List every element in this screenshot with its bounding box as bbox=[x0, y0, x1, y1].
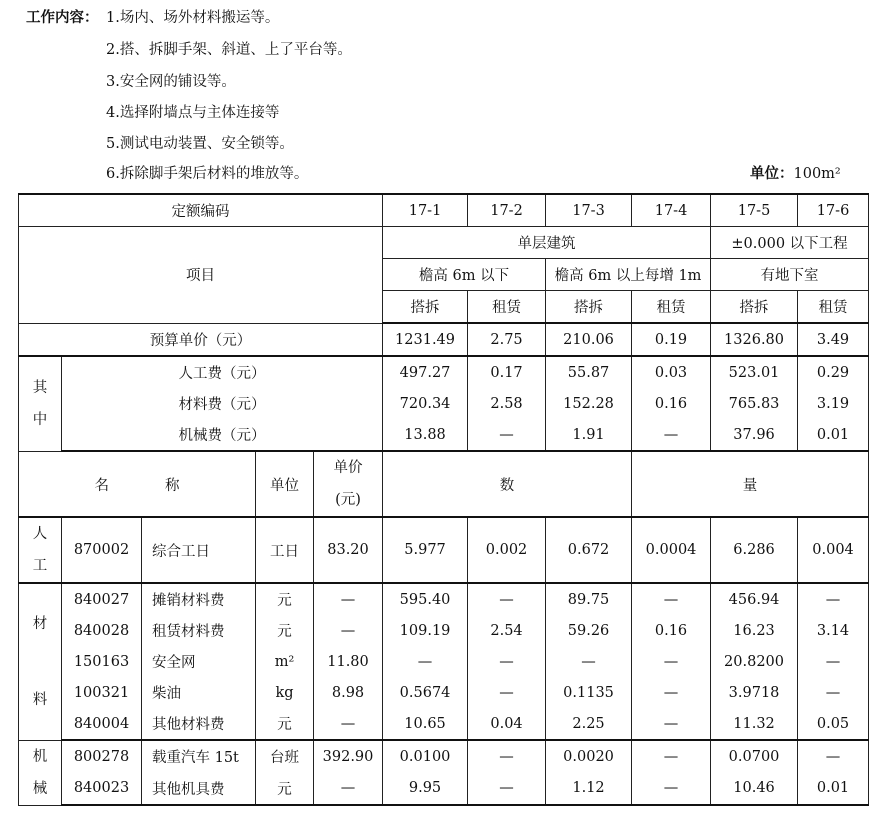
among-item-label: 人工费（元） bbox=[62, 356, 383, 388]
op-rent: 租赁 bbox=[468, 291, 546, 324]
value-cell: 55.87 bbox=[546, 356, 632, 388]
value-cell: 0.01 bbox=[798, 773, 869, 806]
value-cell: — bbox=[468, 646, 546, 677]
value-cell: 456.94 bbox=[711, 583, 798, 615]
value-cell: 3.19 bbox=[798, 388, 869, 419]
code-header: 定额编码 bbox=[19, 194, 383, 227]
resource-code: 150163 bbox=[62, 646, 142, 677]
value-cell: 37.96 bbox=[711, 419, 798, 451]
resource-unit: 元 bbox=[256, 708, 314, 740]
value-cell: 595.40 bbox=[383, 583, 468, 615]
value-cell: 9.95 bbox=[383, 773, 468, 806]
qty-header-left: 数 bbox=[383, 451, 632, 517]
material-row bbox=[19, 583, 869, 615]
value-cell: — bbox=[468, 773, 546, 806]
name-header: 名 称 bbox=[19, 451, 256, 517]
work-item-4: 4.选择附墙点与主体连接等 bbox=[106, 105, 280, 121]
group-single: 单层建筑 bbox=[383, 227, 711, 259]
resource-code: 870002 bbox=[62, 517, 142, 583]
unit-note-value: 100m² bbox=[793, 166, 841, 182]
value-cell: 2.54 bbox=[468, 615, 546, 646]
value-cell: — bbox=[632, 773, 711, 806]
code-row bbox=[19, 194, 869, 227]
budget-label: 预算单价（元） bbox=[19, 323, 383, 356]
code-cell: 17-3 bbox=[546, 194, 632, 227]
resource-unit: 工日 bbox=[256, 517, 314, 583]
budget-row bbox=[19, 323, 869, 356]
resource-header-row bbox=[19, 451, 869, 517]
resource-price: 11.80 bbox=[314, 646, 383, 677]
value-cell: — bbox=[798, 740, 869, 773]
value-cell: 2.58 bbox=[468, 388, 546, 419]
value-cell: — bbox=[468, 583, 546, 615]
value-cell: 59.26 bbox=[546, 615, 632, 646]
value-cell: 0.17 bbox=[468, 356, 546, 388]
op-rent: 租赁 bbox=[632, 291, 711, 324]
work-item-5: 5.测试电动装置、安全锁等。 bbox=[106, 136, 294, 152]
value-cell: — bbox=[632, 646, 711, 677]
machine-row bbox=[19, 740, 869, 773]
among-row bbox=[19, 356, 869, 388]
budget-value: 0.19 bbox=[632, 323, 711, 356]
code-cell: 17-6 bbox=[798, 194, 869, 227]
among-row bbox=[19, 388, 869, 419]
item-header: 项目 bbox=[19, 227, 383, 324]
unit-note bbox=[750, 162, 841, 183]
value-cell: 720.34 bbox=[383, 388, 468, 419]
value-cell: 10.46 bbox=[711, 773, 798, 806]
value-cell: 0.5674 bbox=[383, 677, 468, 708]
value-cell: 0.16 bbox=[632, 615, 711, 646]
value-cell: 0.0004 bbox=[632, 517, 711, 583]
value-cell: 1.91 bbox=[546, 419, 632, 451]
value-cell: 0.03 bbox=[632, 356, 711, 388]
budget-value: 3.49 bbox=[798, 323, 869, 356]
resource-code: 840023 bbox=[62, 773, 142, 806]
work-content-label: 工作内容： bbox=[26, 9, 99, 26]
resource-unit: m² bbox=[256, 646, 314, 677]
value-cell: 0.002 bbox=[468, 517, 546, 583]
material-category: 材 料 bbox=[19, 583, 62, 740]
resource-code: 100321 bbox=[62, 677, 142, 708]
work-item-3: 3.安全网的铺设等。 bbox=[106, 74, 236, 90]
value-cell: — bbox=[546, 646, 632, 677]
op-build: 搭拆 bbox=[546, 291, 632, 324]
value-cell: — bbox=[632, 740, 711, 773]
resource-unit: 元 bbox=[256, 583, 314, 615]
value-cell: 0.672 bbox=[546, 517, 632, 583]
value-cell: 0.0020 bbox=[546, 740, 632, 773]
machine-row bbox=[19, 773, 869, 806]
code-cell: 17-1 bbox=[383, 194, 468, 227]
resource-price: 83.20 bbox=[314, 517, 383, 583]
among-label: 其 中 bbox=[19, 356, 62, 451]
among-item-label: 材料费（元） bbox=[62, 388, 383, 419]
value-cell: 0.004 bbox=[798, 517, 869, 583]
value-cell: 0.05 bbox=[798, 708, 869, 740]
among-item-label: 机械费（元） bbox=[62, 419, 383, 451]
value-cell: 0.16 bbox=[632, 388, 711, 419]
resource-name: 载重汽车 15t bbox=[142, 740, 256, 773]
value-cell: — bbox=[383, 646, 468, 677]
work-item-1: 1.场内、场外材料搬运等。 bbox=[106, 10, 280, 26]
op-build: 搭拆 bbox=[383, 291, 468, 324]
resource-name: 综合工日 bbox=[142, 517, 256, 583]
unit-note-label: 单位： bbox=[750, 165, 794, 182]
budget-value: 1326.80 bbox=[711, 323, 798, 356]
resource-name: 其他机具费 bbox=[142, 773, 256, 806]
value-cell: 0.1135 bbox=[546, 677, 632, 708]
sub-basement: 有地下室 bbox=[711, 259, 869, 291]
value-cell: 89.75 bbox=[546, 583, 632, 615]
value-cell: — bbox=[632, 419, 711, 451]
value-cell: 5.977 bbox=[383, 517, 468, 583]
resource-code: 840004 bbox=[62, 708, 142, 740]
value-cell: — bbox=[468, 740, 546, 773]
work-item-6: 6.拆除脚手架后材料的堆放等。 bbox=[106, 166, 309, 182]
value-cell: — bbox=[798, 583, 869, 615]
machine-category: 机 械 bbox=[19, 740, 62, 805]
value-cell: 0.01 bbox=[798, 419, 869, 451]
value-cell: 0.04 bbox=[468, 708, 546, 740]
budget-value: 2.75 bbox=[468, 323, 546, 356]
material-row bbox=[19, 677, 869, 708]
among-row bbox=[19, 419, 869, 451]
resource-unit: 元 bbox=[256, 773, 314, 806]
value-cell: 0.29 bbox=[798, 356, 869, 388]
resource-unit: 元 bbox=[256, 615, 314, 646]
quota-table bbox=[18, 193, 869, 806]
value-cell: — bbox=[468, 419, 546, 451]
value-cell: 0.0700 bbox=[711, 740, 798, 773]
value-cell: 152.28 bbox=[546, 388, 632, 419]
value-cell: — bbox=[632, 677, 711, 708]
code-cell: 17-5 bbox=[711, 194, 798, 227]
resource-price: — bbox=[314, 708, 383, 740]
group-row bbox=[19, 227, 869, 259]
group-basement: ±0.000 以下工程 bbox=[711, 227, 869, 259]
value-cell: 13.88 bbox=[383, 419, 468, 451]
resource-unit: 台班 bbox=[256, 740, 314, 773]
value-cell: 6.286 bbox=[711, 517, 798, 583]
value-cell: 0.0100 bbox=[383, 740, 468, 773]
value-cell: 3.14 bbox=[798, 615, 869, 646]
value-cell: 16.23 bbox=[711, 615, 798, 646]
price-header: 单价 (元) bbox=[314, 451, 383, 517]
value-cell: 109.19 bbox=[383, 615, 468, 646]
resource-code: 800278 bbox=[62, 740, 142, 773]
value-cell: 2.25 bbox=[546, 708, 632, 740]
value-cell: — bbox=[632, 708, 711, 740]
value-cell: — bbox=[468, 677, 546, 708]
material-row bbox=[19, 708, 869, 740]
code-cell: 17-2 bbox=[468, 194, 546, 227]
value-cell: 765.83 bbox=[711, 388, 798, 419]
value-cell: 1.12 bbox=[546, 773, 632, 806]
budget-value: 210.06 bbox=[546, 323, 632, 356]
qty-header-right: 量 bbox=[632, 451, 869, 517]
unit-header: 单位 bbox=[256, 451, 314, 517]
sub-6m-up: 檐高 6m 以上每增 1m bbox=[546, 259, 711, 291]
resource-name: 租赁材料费 bbox=[142, 615, 256, 646]
value-cell: 3.9718 bbox=[711, 677, 798, 708]
code-cell: 17-4 bbox=[632, 194, 711, 227]
resource-unit: kg bbox=[256, 677, 314, 708]
value-cell: 523.01 bbox=[711, 356, 798, 388]
op-build: 搭拆 bbox=[711, 291, 798, 324]
resource-price: 8.98 bbox=[314, 677, 383, 708]
work-content-section bbox=[0, 0, 884, 200]
op-rent: 租赁 bbox=[798, 291, 869, 324]
value-cell: — bbox=[798, 677, 869, 708]
resource-name: 安全网 bbox=[142, 646, 256, 677]
work-item-2: 2.搭、拆脚手架、斜道、上了平台等。 bbox=[106, 42, 352, 58]
resource-name: 摊销材料费 bbox=[142, 583, 256, 615]
material-row bbox=[19, 615, 869, 646]
resource-name: 其他材料费 bbox=[142, 708, 256, 740]
budget-value: 1231.49 bbox=[383, 323, 468, 356]
sub-6m: 檐高 6m 以下 bbox=[383, 259, 546, 291]
value-cell: 497.27 bbox=[383, 356, 468, 388]
resource-name: 柴油 bbox=[142, 677, 256, 708]
value-cell: 10.65 bbox=[383, 708, 468, 740]
labor-row bbox=[19, 517, 869, 583]
material-row bbox=[19, 646, 869, 677]
value-cell: 11.32 bbox=[711, 708, 798, 740]
resource-price: — bbox=[314, 615, 383, 646]
resource-code: 840027 bbox=[62, 583, 142, 615]
labor-category: 人 工 bbox=[19, 517, 62, 583]
value-cell: — bbox=[632, 583, 711, 615]
value-cell: — bbox=[798, 646, 869, 677]
resource-price: — bbox=[314, 583, 383, 615]
value-cell: 20.8200 bbox=[711, 646, 798, 677]
resource-code: 840028 bbox=[62, 615, 142, 646]
resource-price: — bbox=[314, 773, 383, 806]
resource-price: 392.90 bbox=[314, 740, 383, 773]
